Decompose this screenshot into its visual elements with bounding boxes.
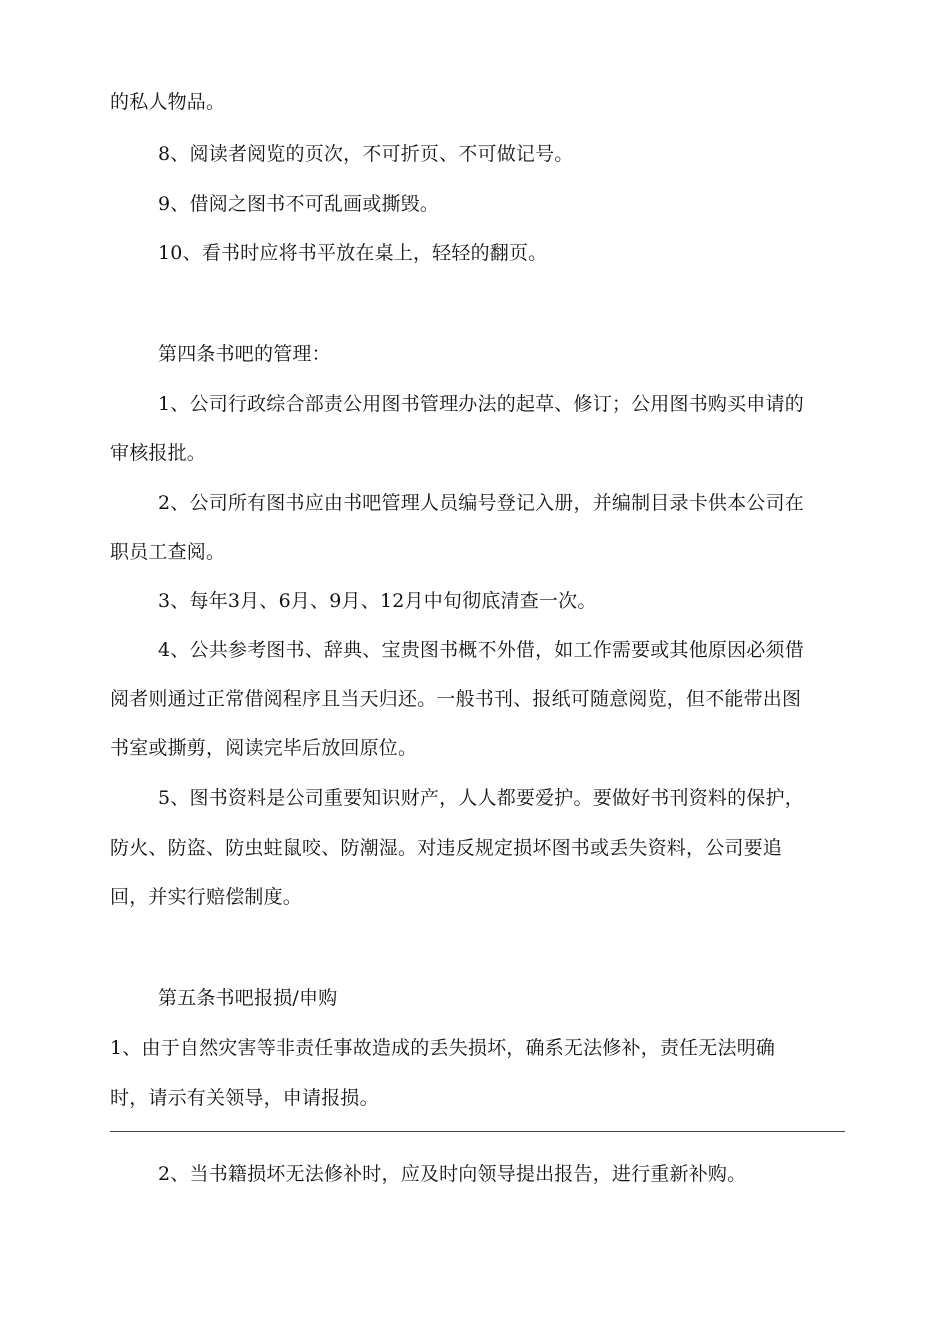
management-item-3: 3、每年3月、6月、9月、12月中旬彻底清查一次。 — [158, 590, 597, 612]
management-item-5-line-1: 5、图书资料是公司重要知识财产，人人都要爱护。要做好书刊资料的保护， — [158, 787, 804, 809]
management-item-5-line-2: 防火、防盗、防虫蛀鼠咬、防潮湿。对违反规定损坏图书或丢失资料，公司要追 — [110, 837, 783, 859]
rule-item-8: 8、阅读者阅览的页次，不可折页、不可做记号。 — [158, 143, 574, 165]
damage-item-1-line-1: 1、由于自然灾害等非责任事故造成的丢失损坏，确系无法修补，责任无法明确 — [110, 1037, 776, 1059]
section-heading-article-5: 第五条书吧报损/申购 — [158, 987, 338, 1009]
management-item-5-line-3: 回，并实行赔偿制度。 — [110, 886, 303, 908]
rule-item-10: 10、看书时应将书平放在桌上，轻轻的翻页。 — [158, 242, 548, 264]
management-item-1-line-1: 1、公司行政综合部责公用图书管理办法的起草、修订；公用图书购买申请的 — [158, 393, 804, 415]
management-item-2-line-2: 职员工查阅。 — [110, 541, 226, 563]
management-item-1-line-2: 审核报批。 — [110, 442, 207, 464]
damage-item-1-line-2: 时，请示有关领导，申请报损。 — [110, 1087, 379, 1109]
paragraph-continuation: 的私人物品。 — [110, 91, 226, 113]
rule-item-9: 9、借阅之图书不可乱画或撕毁。 — [158, 193, 440, 215]
damage-item-2: 2、当书籍损坏无法修补时，应及时向领导提出报告，进行重新补购。 — [158, 1163, 747, 1185]
management-item-2-line-1: 2、公司所有图书应由书吧管理人员编号登记入册，并编制目录卡供本公司在 — [158, 492, 804, 514]
management-item-4-line-1: 4、公共参考图书、辞典、宝贵图书概不外借，如工作需要或其他原因必须借 — [158, 639, 804, 661]
section-heading-article-4: 第四条书吧的管理： — [158, 343, 331, 365]
management-item-4-line-3: 书室或撕剪，阅读完毕后放回原位。 — [110, 737, 418, 759]
management-item-4-line-2: 阅者则通过正常借阅程序且当天归还。一般书刊、报纸可随意阅览，但不能带出图 — [110, 688, 802, 710]
page-divider — [110, 1131, 845, 1132]
